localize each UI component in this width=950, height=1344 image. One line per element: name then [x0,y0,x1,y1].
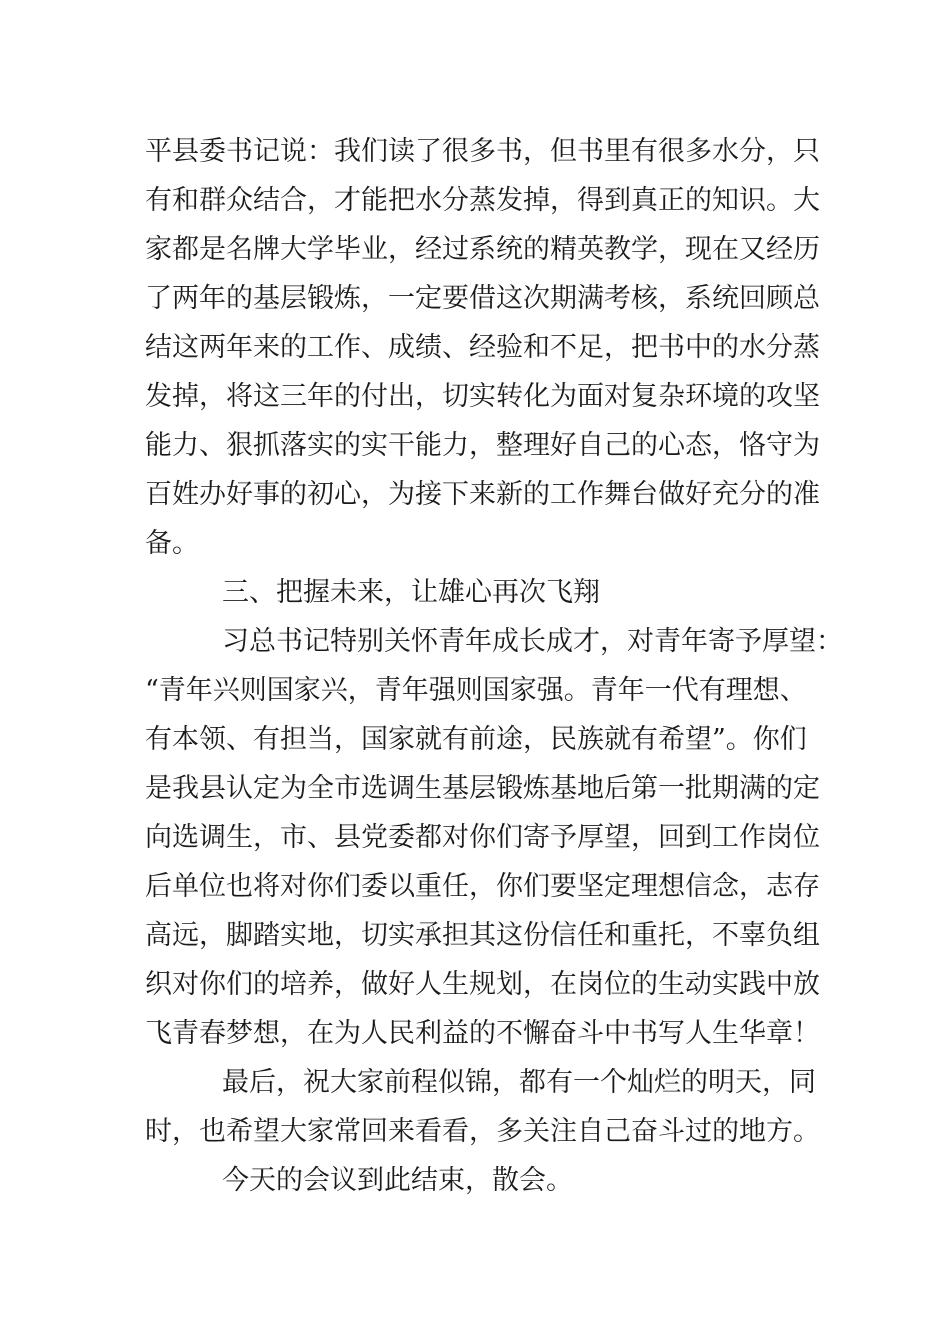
text-line: 家都是名牌大学毕业，经过系统的精英教学，现在又经历 [145,234,820,265]
text-line: 飞青春梦想，在为人民利益的不懈奋斗中书写人生华章！ [145,1018,820,1049]
text-line: 向选调生，市、县党委都对你们寄予厚望，回到工作岗位 [145,822,820,853]
text-line: 结这两年来的工作、成绩、经验和不足，把书中的水分蒸 [145,332,820,363]
text-line: 是我县认定为全市选调生基层锻炼基地后第一批期满的定 [145,773,820,804]
text-line: 发掉，将这三年的付出，切实转化为面对复杂环境的攻坚 [145,381,820,412]
text-line: 有本领、有担当，国家就有前途，民族就有希望”。你们 [145,724,807,755]
text-line: 有和群众结合，才能把水分蒸发掉，得到真正的知识。大 [145,185,820,216]
text-line: 备。 [145,528,199,559]
closing-line: 今天的会议到此结束，散会。 [222,1165,573,1196]
text-line: 时，也希望大家常回来看看，多关注自己奋斗过的地方。 [145,1116,820,1147]
text-line: “青年兴则国家兴，青年强则国家强。青年一代有理想、 [145,675,807,706]
section-heading: 三、把握未来，让雄心再次飞翔 [222,577,600,608]
text-line: 了两年的基层锻炼，一定要借这次期满考核，系统回顾总 [145,283,820,314]
text-line: 能力、狠抓落实的实干能力，整理好自己的心态，恪守为 [145,430,820,461]
text-line: 高远，脚踏实地，切实承担其这份信任和重托，不辜负组 [145,920,820,951]
text-line: 百姓办好事的初心，为接下来新的工作舞台做好充分的准 [145,479,820,510]
text-line: 最后，祝大家前程似锦，都有一个灿烂的明天，同 [222,1067,816,1098]
text-line: 后单位也将对你们委以重任，你们要坚定理想信念，志存 [145,871,820,902]
text-line: 平县委书记说：我们读了很多书，但书里有很多水分，只 [145,136,820,167]
text-line: 习总书记特别关怀青年成长成才，对青年寄予厚望： [222,626,843,657]
text-line: 织对你们的培养，做好人生规划，在岗位的生动实践中放 [145,969,820,1000]
